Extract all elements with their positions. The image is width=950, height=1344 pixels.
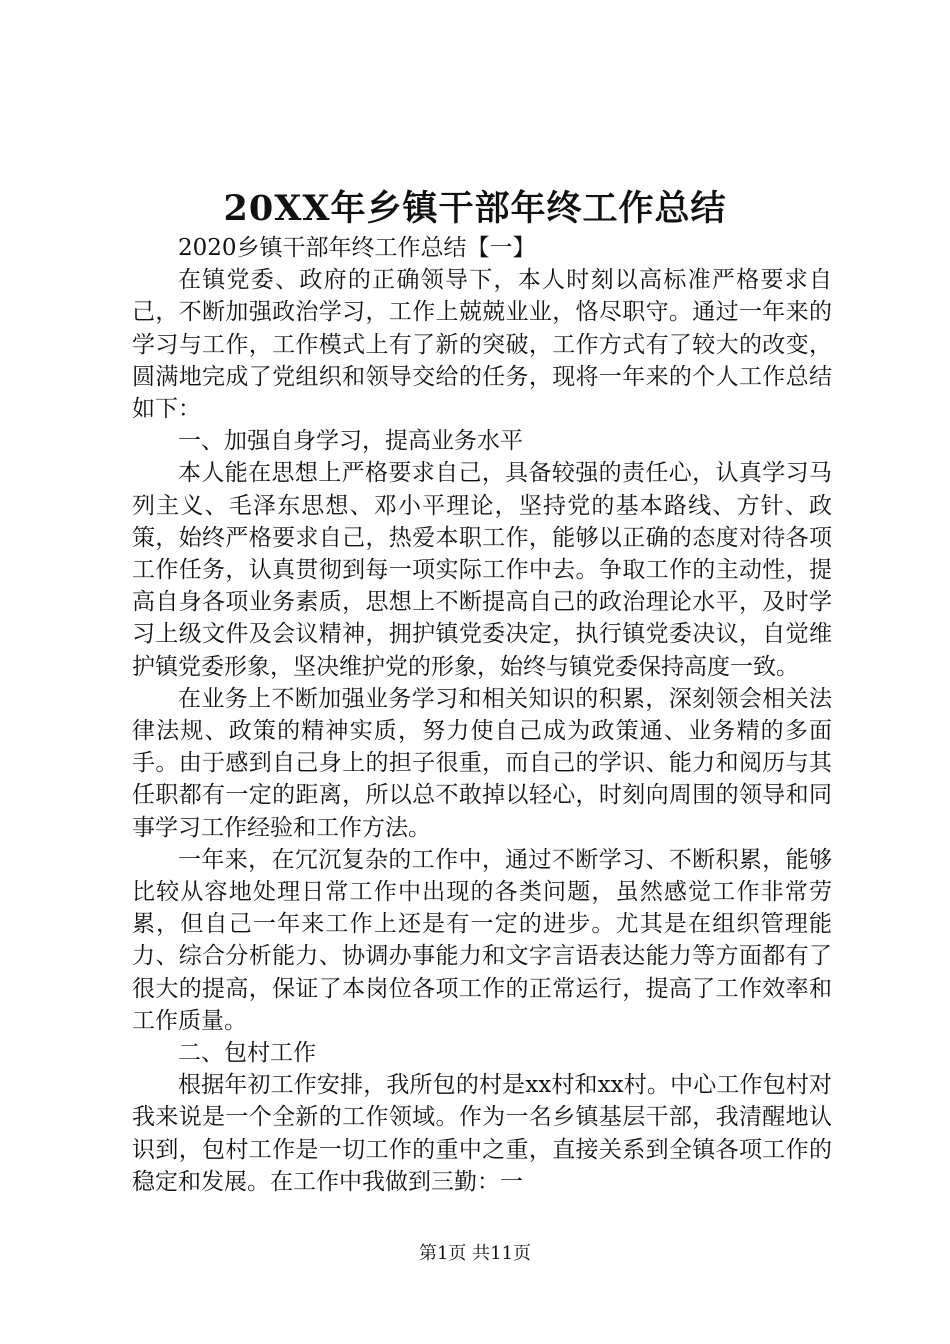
body-paragraph: 根据年初工作安排，我所包的村是xx村和xx村。中心工作包村对我来说是一个全新的工作领域。作为一名乡镇基层干部，我清醒地认识到，包村工作是一切工作的重中之重，直接关系到全镇各项工作的稳定和发展。在工作中我做到三勤：一 [132, 1072, 832, 1195]
section-heading-2: 二、包村工作 [178, 1040, 316, 1067]
document-title: 20XX年乡镇干部年终工作总结 [223, 188, 727, 229]
subtitle-paragraph: 2020乡镇干部年终工作总结【一】 [178, 235, 536, 261]
intro-paragraph: 在镇党委、政府的正确领导下，本人时刻以高标准严格要求自己，不断加强政治学习，工作上兢兢业业，恪尽职守。通过一年来的学习与工作，工作模式上有了新的突破，工作方式有了较大的改变，圆满地完成了党组织和领导交给的任务，现将一年来的个人工作总结如下： [132, 267, 832, 423]
body-paragraph: 本人能在思想上严格要求自己，具备较强的责任心，认真学习马列主义、毛泽东思想、邓小平理论，坚持党的基本路线、方针、政策，始终严格要求自己，热爱本职工作，能够以正确的态度对待各项工作任务，认真贯彻到每一项实际工作中去。争取工作的主动性，提高自身各项业务素质，思想上不断提高自己的政治理论水平，及时学习上级文件及会议精神，拥护镇党委决定，执行镇党委决议，自觉维护镇党委形象，坚决维护党的形象，始终与镇党委保持高度一致。 [132, 460, 832, 680]
page-footer: 第1页 共11页 [418, 1243, 532, 1264]
body-paragraph: 一年来，在冗沉复杂的工作中，通过不断学习、不断积累，能够比较从容地处理日常工作中出现的各类问题，虽然感觉工作非常劳累，但自己一年来工作上还是有一定的进步。尤其是在组织管理能力、综合分析能力、协调办事能力和文字言语表达能力等方面都有了很大的提高，保证了本岗位各项工作的正常运行，提高了工作效率和工作质量。 [132, 846, 832, 1034]
body-paragraph: 在业务上不断加强业务学习和相关知识的积累，深刻领会相关法律法规、政策的精神实质，努力使自己成为政策通、业务精的多面手。由于感到自己身上的担子很重，而自己的学识、能力和阅历与其任职都有一定的距离，所以总不敢掉以轻心，时刻向周围的领导和同事学习工作经验和工作方法。 [132, 685, 832, 841]
section-heading-1: 一、加强自身学习，提高业务水平 [178, 428, 523, 455]
document-body [132, 232, 832, 1198]
